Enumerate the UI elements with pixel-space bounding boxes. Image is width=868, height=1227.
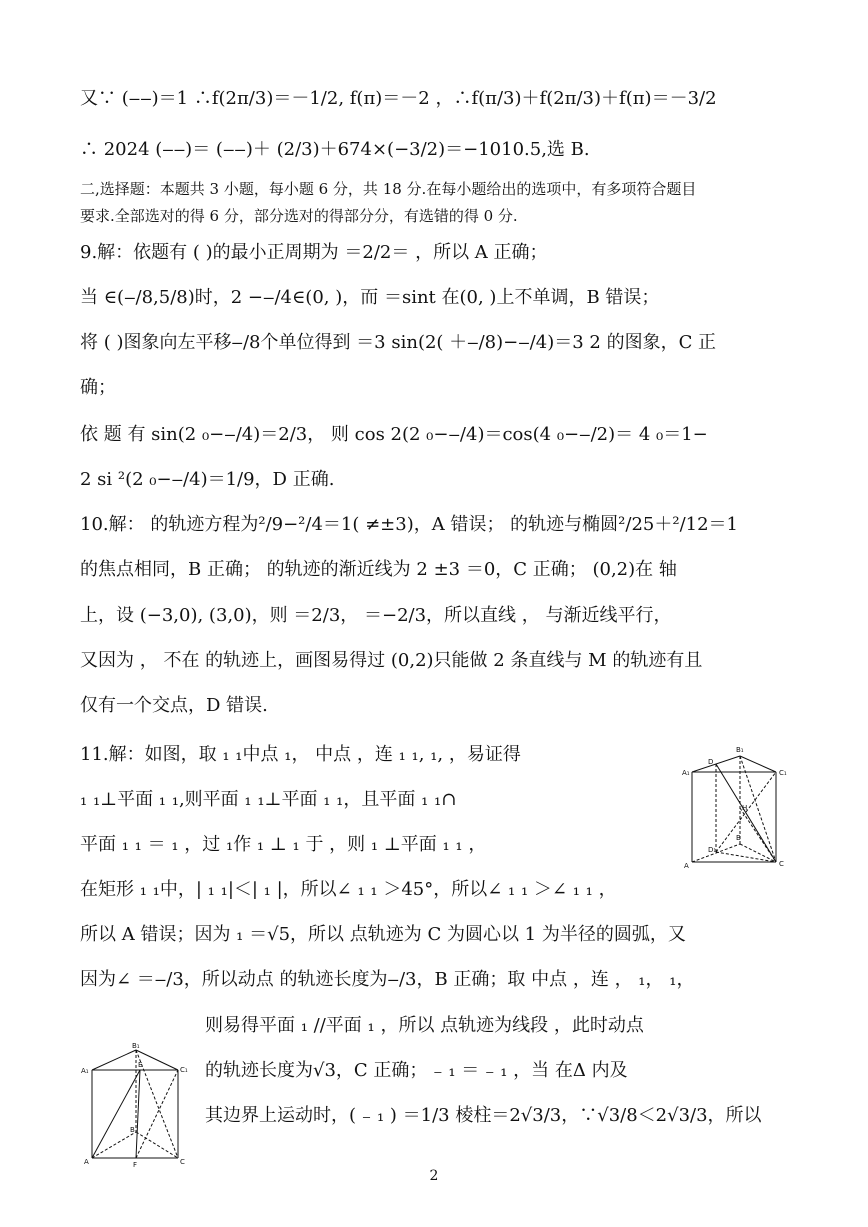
- seg-a-e: [92, 1070, 140, 1158]
- line-8: 确；: [80, 377, 116, 398]
- edge-b-c: [136, 1132, 178, 1158]
- fig2-label-b1: B₁: [132, 1042, 140, 1050]
- prism-figure-2: [80, 1040, 190, 1170]
- line-21: 因为∠ ＝‒/3，所以动点 的轨迹长度为‒/3，B 正确；取 中点 ，连 ， ₁， ₁，: [80, 969, 695, 990]
- fig1-label-c: C: [779, 860, 784, 868]
- fig2-label-f: F: [133, 1161, 138, 1169]
- edge-b1-c1: [740, 756, 776, 772]
- fig2-label-e: E: [138, 1061, 143, 1069]
- line-22: 则易得平面 ₁ //平面 ₁ ，所以 点轨迹为线段 ，此时动点: [205, 1015, 644, 1036]
- fig2-label-b: B: [130, 1126, 135, 1134]
- line-2: ∴ 2024 (‒‒)＝ (‒‒)＋ (2/3)＋674×(−3/2)＝−1010.5,选 B.: [80, 139, 590, 160]
- prism-figure-1: [680, 740, 800, 875]
- line-6: 当 ∈(‒/8,5/8)时，2 −‒/4∈(0, )，而 ＝sint 在(0, )上不单调，B 错误；: [80, 287, 660, 308]
- line-18: 平面 ₁ ₁ ＝ ₁ ，过 ₁作 ₁ ⊥ ₁ 于 ，则 ₁ ⊥平面 ₁ ₁ ，: [80, 834, 487, 855]
- fig2-label-c: C: [180, 1158, 185, 1166]
- line-4: 要求.全部选对的得 6 分，部分选对的得部分分，有选错的得 0 分.: [80, 207, 518, 225]
- line-5: 9.解：依题有 ( )的最小正周期为 ＝2/2＝ ，所以 A 正确；: [80, 242, 548, 263]
- fig1-label-a1: A₁: [682, 769, 690, 777]
- fig2-label-a1: A₁: [81, 1067, 89, 1075]
- diag-d1-c1: [716, 772, 776, 852]
- fig1-label-c1: C₁: [779, 769, 787, 777]
- fig1-label-b1: B₁: [736, 746, 744, 754]
- line-13: 上，设 (−3,0), (3,0)，则 ＝2/3， ＝−2/3，所以直线 ， 与渐近线平行，: [80, 605, 672, 626]
- line-15: 仅有一个交点，D 错误.: [80, 695, 268, 716]
- page-number: 2: [429, 1168, 439, 1184]
- fig2-label-c1: C₁: [180, 1066, 188, 1074]
- line-16: 11.解：如图，取 ₁ ₁中点 ₁， 中点 ，连 ₁ ₁, ₁, ，易证得: [80, 744, 521, 765]
- edge-d1-c: [716, 852, 776, 862]
- line-11: 10.解： 的轨迹方程为²/9−²/4＝1( ≠±3)，A 错误； 的轨迹与椭圆²/25＋²/12＝1: [80, 514, 738, 535]
- line-10: 2 si ²(2 ₀−‒/4)＝1/9，D 正确.: [80, 469, 335, 490]
- fig1-label-h: H: [742, 804, 748, 812]
- line-7: 将 ( )图象向左平移‒/8个单位得到 ＝3 sin(2( ＋‒/8)−‒/4)＝3 2 的图象，C 正: [80, 332, 717, 353]
- line-20: 所以 A 错误；因为 ₁ ＝√5，所以 点轨迹为 C 为圆心以 1 为半径的圆弧，又: [80, 924, 686, 945]
- line-12: 的焦点相同，B 正确； 的轨迹的渐近线为 2 ±3 ＝0，C 正确； (0,2)在 轴: [80, 559, 677, 580]
- fig1-label-a: A: [684, 862, 689, 870]
- line-14: 又因为 ， 不在 的轨迹上，画图易得过 (0,2)只能做 2 条直线与 M 的轨迹有且: [80, 650, 703, 671]
- seg-f-c1: [136, 1070, 178, 1158]
- line-1: 又∵ (‒‒)＝1 ∴f(2π/3)＝－1/2, f(π)＝－2 ，∴f(π/3)＋f(2π/3)＋f(π)＝－3/2: [80, 88, 717, 109]
- seg-h-c: [740, 808, 776, 862]
- fig1-label-d1: D₁: [708, 846, 717, 854]
- line-17: ₁ ₁⊥平面 ₁ ₁,则平面 ₁ ₁⊥平面 ₁ ₁，且平面 ₁ ₁∩: [80, 789, 457, 810]
- line-24: 其边界上运动时，( ₋ ₁ ) ＝1/3 棱柱＝2√3/3，∵√3/8＜2√3/3，所以: [205, 1105, 762, 1126]
- line-23: 的轨迹长度为√3，C 正确； ₋ ₁ ＝ ₋ ₁ ，当 在Δ 内及: [205, 1060, 628, 1081]
- fig2-label-a: A: [84, 1158, 89, 1166]
- seg-e-f: [136, 1070, 140, 1158]
- fig1-label-d: D: [708, 758, 714, 766]
- edge-a1-b1: [92, 1050, 136, 1070]
- line-19: 在矩形 ₁ ₁中，| ₁ ₁|＜| ₁ |，所以∠ ₁ ₁ ＞45°，所以∠ ₁ ₁ ＞∠ ₁ ₁ ，: [80, 879, 617, 900]
- fig1-label-b: B: [736, 834, 741, 842]
- line-3: 二,选择题：本题共 3 小题，每小题 6 分，共 18 分.在每小题给出的选项中，有多项符合题目: [80, 180, 697, 198]
- line-9: 依 题 有 sin(2 ₀−‒/4)＝2/3， 则 cos 2(2 ₀−‒/4)＝cos(4 ₀−‒/2)＝ 4 ₀＝1−: [80, 424, 708, 445]
